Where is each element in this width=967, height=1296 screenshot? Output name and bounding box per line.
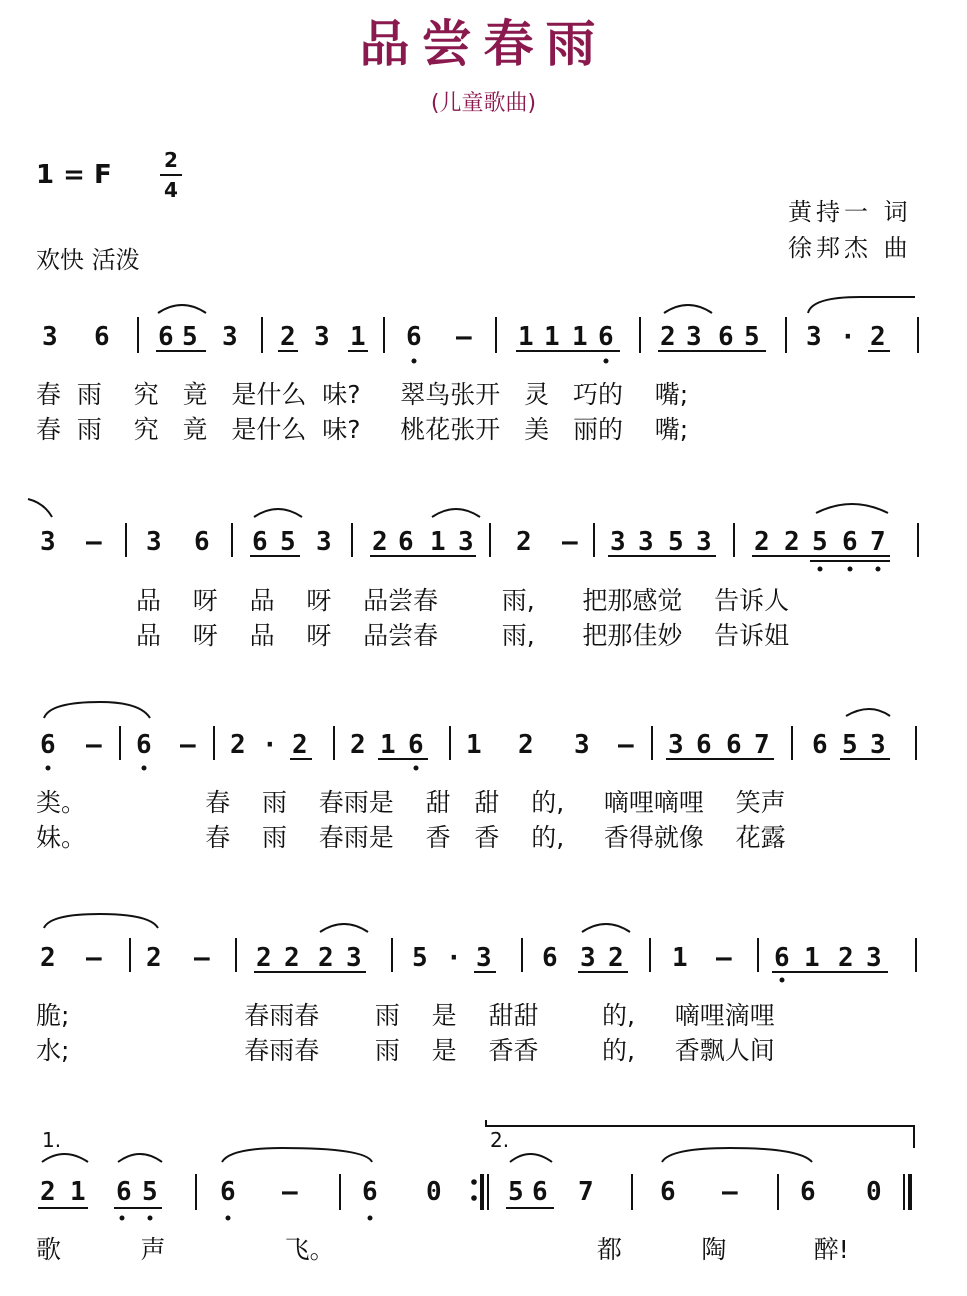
svg-text:5: 5 xyxy=(842,730,858,760)
svg-text:7: 7 xyxy=(754,730,770,760)
svg-text:2: 2 xyxy=(516,527,532,557)
svg-text:–: – xyxy=(282,1177,298,1207)
svg-text:2: 2 xyxy=(230,730,246,760)
svg-text:–: – xyxy=(180,730,196,760)
svg-text:3: 3 xyxy=(476,943,492,973)
second-ending-label: 2. xyxy=(490,1128,510,1152)
svg-text:6: 6 xyxy=(660,1177,676,1207)
svg-text:1: 1 xyxy=(70,1177,86,1207)
svg-text:–: – xyxy=(86,730,102,760)
svg-text:2: 2 xyxy=(608,943,624,973)
svg-text:5: 5 xyxy=(412,943,428,973)
svg-text:6: 6 xyxy=(718,322,734,352)
svg-text:2: 2 xyxy=(256,943,272,973)
svg-text:0: 0 xyxy=(426,1177,442,1207)
svg-text:–: – xyxy=(716,943,732,973)
svg-text:–: – xyxy=(456,322,472,352)
svg-text:1: 1 xyxy=(572,322,588,352)
svg-text:2: 2 xyxy=(660,322,676,352)
svg-text:1: 1 xyxy=(350,322,366,352)
svg-text:6: 6 xyxy=(800,1177,816,1207)
tempo-marking: 欢快 活泼 xyxy=(36,246,140,274)
svg-text:2: 2 xyxy=(284,943,300,973)
svg-text:5: 5 xyxy=(280,527,296,557)
svg-text:5: 5 xyxy=(508,1177,524,1207)
svg-text:2: 2 xyxy=(784,527,800,557)
lyrics-verse-1: 脆; 春雨春 雨 是 甜甜 的, 嘀哩滴哩 xyxy=(36,1001,775,1030)
svg-text:3: 3 xyxy=(42,322,58,352)
lyricist-credit: 黄持一 词 xyxy=(788,198,912,226)
svg-text:6: 6 xyxy=(774,943,790,973)
svg-text:6: 6 xyxy=(532,1177,548,1207)
lyrics-verse-1: 品 呀 品 呀 品尝春 雨, 把那感觉 告诉人 xyxy=(136,586,790,615)
svg-text:2: 2 xyxy=(372,527,388,557)
svg-text:6: 6 xyxy=(696,730,712,760)
svg-text:–: – xyxy=(86,943,102,973)
svg-text:2: 2 xyxy=(40,1177,56,1207)
svg-text:5: 5 xyxy=(142,1177,158,1207)
svg-text:3: 3 xyxy=(222,322,238,352)
svg-text:3: 3 xyxy=(668,730,684,760)
svg-text:1: 1 xyxy=(672,943,688,973)
svg-text:3: 3 xyxy=(580,943,596,973)
svg-text:3: 3 xyxy=(806,322,822,352)
svg-text:3: 3 xyxy=(686,322,702,352)
key-signature: 1 = F xyxy=(36,160,112,190)
svg-text:1: 1 xyxy=(518,322,534,352)
svg-text:·: · xyxy=(262,730,278,760)
svg-text:2: 2 xyxy=(518,730,534,760)
svg-text:1: 1 xyxy=(430,527,446,557)
first-ending-label: 1. xyxy=(42,1128,62,1152)
lyrics-verse-1: 春 雨 究 竟 是什么 味? 翠鸟张开 灵 巧的 嘴; xyxy=(36,380,689,409)
svg-text:·: · xyxy=(840,322,856,352)
svg-text:2: 2 xyxy=(292,730,308,760)
svg-text:6: 6 xyxy=(408,730,424,760)
svg-text:3: 3 xyxy=(458,527,474,557)
svg-text:·: · xyxy=(446,943,462,973)
svg-text:6: 6 xyxy=(812,730,828,760)
song-subtitle: (儿童歌曲) xyxy=(430,91,537,116)
svg-text:3: 3 xyxy=(346,943,362,973)
svg-text:3: 3 xyxy=(866,943,882,973)
svg-text:3: 3 xyxy=(314,322,330,352)
time-signature xyxy=(158,148,184,202)
svg-text:3: 3 xyxy=(638,527,654,557)
svg-text:6: 6 xyxy=(726,730,742,760)
lyrics-verse-2: 水; 春雨春 雨 是 香香 的, 香飘人间 xyxy=(36,1036,775,1065)
svg-text:3: 3 xyxy=(40,527,56,557)
svg-text:2: 2 xyxy=(350,730,366,760)
svg-text:–: – xyxy=(722,1177,738,1207)
svg-text:6: 6 xyxy=(40,730,56,760)
svg-text:–: – xyxy=(618,730,634,760)
svg-text:6: 6 xyxy=(252,527,268,557)
svg-text:6: 6 xyxy=(136,730,152,760)
svg-text:1: 1 xyxy=(544,322,560,352)
time-signature-numerator: 2 xyxy=(164,148,178,172)
song-title: 品尝春雨 xyxy=(359,15,608,73)
svg-text:6: 6 xyxy=(220,1177,236,1207)
svg-text:3: 3 xyxy=(696,527,712,557)
svg-text:2: 2 xyxy=(40,943,56,973)
svg-text:3: 3 xyxy=(870,730,886,760)
time-signature-divider xyxy=(160,174,182,176)
svg-text:7: 7 xyxy=(870,527,886,557)
notation-line-5 xyxy=(0,1118,967,1238)
svg-text:2: 2 xyxy=(838,943,854,973)
svg-text:0: 0 xyxy=(866,1177,882,1207)
svg-text:3: 3 xyxy=(610,527,626,557)
time-signature-denominator: 4 xyxy=(164,178,178,202)
lyrics-verse-2: 春 雨 究 竟 是什么 味? 桃花张开 美 丽的 嘴; xyxy=(36,415,689,444)
svg-text:5: 5 xyxy=(812,527,828,557)
svg-text:2: 2 xyxy=(318,943,334,973)
svg-text:1: 1 xyxy=(804,943,820,973)
svg-text:2: 2 xyxy=(280,322,296,352)
svg-text:6: 6 xyxy=(362,1177,378,1207)
svg-text:–: – xyxy=(562,527,578,557)
lyrics-verse-1: 类。 春 雨 春雨是 甜 甜 的, 嘀哩嘀哩 笑声 xyxy=(36,788,786,817)
svg-text:–: – xyxy=(86,527,102,557)
svg-text:3: 3 xyxy=(316,527,332,557)
svg-text:7: 7 xyxy=(578,1177,594,1207)
svg-text:6: 6 xyxy=(158,322,174,352)
svg-text:–: – xyxy=(194,943,210,973)
svg-text:3: 3 xyxy=(574,730,590,760)
svg-text:6: 6 xyxy=(398,527,414,557)
svg-text:6: 6 xyxy=(194,527,210,557)
svg-text:2: 2 xyxy=(754,527,770,557)
svg-text:5: 5 xyxy=(668,527,684,557)
svg-text:2: 2 xyxy=(870,322,886,352)
svg-text:5: 5 xyxy=(744,322,760,352)
lyrics-verse-2: 妹。 春 雨 春雨是 香 香 的, 香得就像 花露 xyxy=(36,823,786,852)
svg-text:6: 6 xyxy=(116,1177,132,1207)
svg-text:6: 6 xyxy=(406,322,422,352)
svg-text:1: 1 xyxy=(466,730,482,760)
svg-text:2: 2 xyxy=(146,943,162,973)
composer-credit: 徐邦杰 曲 xyxy=(788,234,912,262)
svg-text:6: 6 xyxy=(94,322,110,352)
svg-text:1: 1 xyxy=(380,730,396,760)
lyrics-verse-2: 品 呀 品 呀 品尝春 雨, 把那佳妙 告诉姐 xyxy=(136,621,790,650)
lyrics-verse-1: 歌 声 飞。 都 陶 醉! xyxy=(36,1235,849,1264)
svg-text:5: 5 xyxy=(182,322,198,352)
svg-text:3: 3 xyxy=(146,527,162,557)
svg-text:6: 6 xyxy=(598,322,614,352)
svg-text:6: 6 xyxy=(542,943,558,973)
svg-text:6: 6 xyxy=(842,527,858,557)
